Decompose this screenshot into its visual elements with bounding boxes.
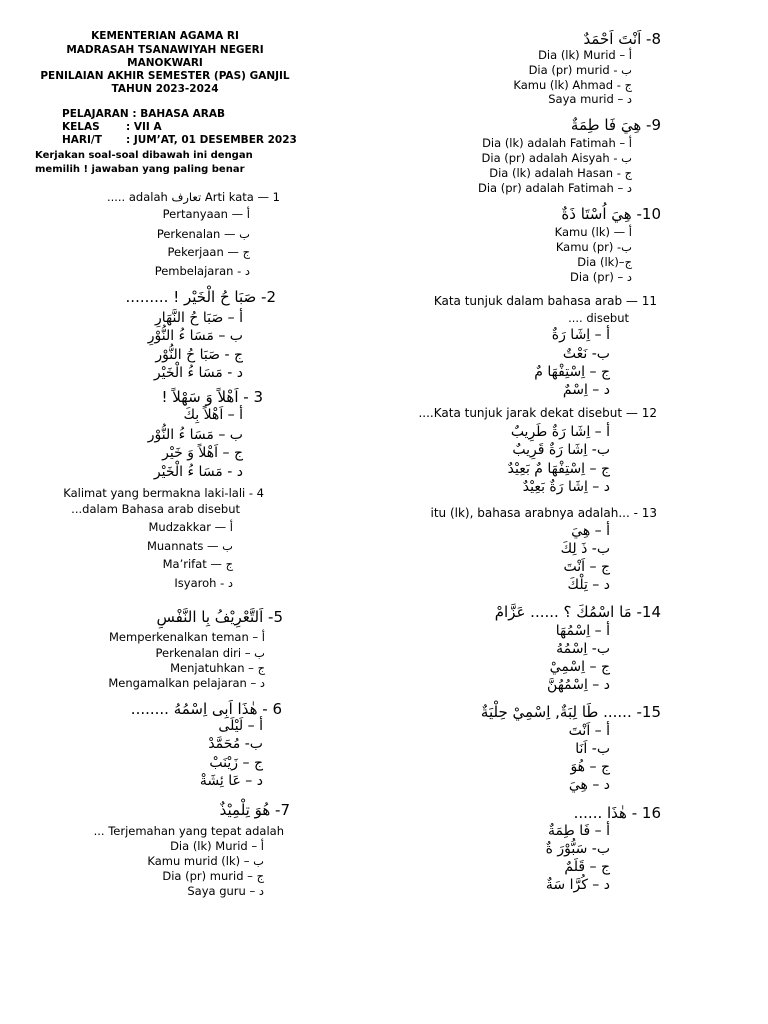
q10-option-d: Dia (pr) – د bbox=[570, 270, 632, 284]
q6-option-d: د – عَا ئِشَةْ bbox=[199, 773, 263, 789]
q11-option-d: د – اِسْمٌ bbox=[562, 382, 610, 398]
q5-option-a: Memperkenalkan teman – أ bbox=[109, 630, 265, 644]
q7-option-d: Saya guru – د bbox=[187, 884, 264, 898]
q11-option-c: ج – اِسْتِفْهَا مٌ bbox=[534, 364, 610, 380]
question-5-text: 5- اَلتَّعْرِيْفُ بِا النَّفْسِ bbox=[156, 608, 283, 626]
question-3-text: 3 - اَهْلاً وَ سَهْلاً ! bbox=[161, 388, 263, 406]
date-line bbox=[62, 134, 297, 146]
q14-option-c: ج – اِسْمِيْ bbox=[549, 659, 610, 675]
class-value: : VII A bbox=[126, 121, 162, 133]
question-10-text: 10- هِيَ اُسْتَا ذَةٌ bbox=[561, 205, 661, 223]
q11-option-a: أ – اِشَا رَةٌ bbox=[551, 327, 610, 343]
exam-title: PENILAIAN AKHIR SEMESTER (PAS) GANJIL bbox=[40, 70, 290, 82]
date-label: HARI/T bbox=[62, 134, 102, 146]
ministry-title: KEMENTERIAN AGAMA RI bbox=[91, 30, 239, 42]
question-4-text-2: ...dalam Bahasa arab disebut bbox=[71, 502, 240, 516]
school-name-line2: MANOKWARI bbox=[127, 57, 203, 69]
q10-option-b: Kamu (pr) -ب bbox=[555, 240, 632, 254]
q14-option-b: ب- اِسْمُهُ bbox=[556, 641, 610, 657]
q8-option-a: Dia (lk) Murid – أ bbox=[538, 48, 632, 62]
question-1 bbox=[107, 186, 280, 205]
q7-option-c: Dia (pr) murid – ج bbox=[162, 869, 264, 883]
q1-option-d: Pembelajaran - د bbox=[154, 264, 250, 278]
academic-year: TAHUN 2023-2024 bbox=[111, 83, 219, 95]
q3-option-b: ب – مَسَا ءُ النُّوْر bbox=[147, 427, 243, 443]
q9-option-c: Dia (lk) adalah Hasan - ج bbox=[489, 166, 632, 180]
q2-option-d: د - مَسَا ءُ الْخَيْر bbox=[153, 365, 243, 381]
question-13-text: itu (lk), bahasa arabnya adalah... - 13 bbox=[430, 506, 657, 520]
class-line bbox=[62, 121, 162, 133]
q4-option-d: Isyaroh - د bbox=[174, 576, 233, 590]
q2-option-b: ب – مَسَا ءُ النُّوْرِ bbox=[147, 328, 243, 344]
q10-option-a: Kamu (lk) — أ bbox=[554, 225, 632, 239]
q6-option-b: ب- مُحَمَّدْ bbox=[208, 736, 263, 752]
q13-option-a: أ – هِيَ bbox=[571, 523, 610, 539]
instruction-text: Kerjakan soal-soal dibawah ini dengan memilih ! jawaban yang paling benar bbox=[35, 150, 253, 175]
question-11-text-2: .... disebut bbox=[568, 311, 629, 325]
q15-option-d: د – هِيَ bbox=[568, 777, 610, 793]
q12-option-d: د – اِشَا رَةٌ بَعِيْدٌ bbox=[522, 479, 610, 495]
q12-option-a: أ – اِشَا رَةٌ طَرِيبٌ bbox=[510, 424, 610, 440]
q13-option-d: د – تِلْكَ bbox=[567, 577, 610, 593]
q13-option-c: ج – اَنْتَ bbox=[563, 559, 610, 575]
q6-option-c: ج – زَيْنَبْ bbox=[209, 755, 263, 771]
question-9-text: 9- هِيَ فَا طِمَةٌ bbox=[570, 116, 661, 134]
q8-option-c: Kamu (lk) Ahmad - ج bbox=[513, 78, 632, 92]
q9-option-a: Dia (lk) adalah Fatimah – أ bbox=[482, 136, 632, 150]
q7-option-b: Kamu murid (lk) – ب bbox=[147, 854, 264, 868]
question-4-text: Kalimat yang bermakna laki-lali - 4 bbox=[63, 486, 264, 500]
question-15-text: 15- ...... طَا لِبَةٌ, اِسْمِيْ حِلْيَةٌ bbox=[480, 703, 661, 721]
date-value: : JUM’AT, 01 DESEMBER 2023 bbox=[126, 134, 297, 146]
q11-option-b: ب- نَعْتٌ bbox=[562, 346, 610, 362]
q4-option-a: Mudzakkar — أ bbox=[148, 520, 233, 534]
q10-option-c: Dia (lk)–ج bbox=[577, 255, 632, 269]
q1-option-a: Pertanyaan — أ bbox=[162, 207, 250, 221]
q16-option-a: أ – فَا طِمَةٌ bbox=[548, 823, 610, 839]
question-1-text: ..... adalah تعارف Arti kata — 1 bbox=[106, 190, 280, 204]
q15-option-b: ب- اَنَا bbox=[575, 741, 610, 757]
question-16-text: 16 - هٰذَا ...... bbox=[573, 804, 661, 822]
question-7-text: 7- هُوَ تِلْمِيْذٌ bbox=[219, 801, 290, 819]
q12-option-c: ج – اِسْتِفْهَا مٌ بَعِيْدٌ bbox=[507, 461, 610, 477]
q1-option-b: Perkenalan — ب bbox=[156, 227, 250, 241]
q3-option-a: أ – اَهْلاً بِكَ bbox=[183, 407, 243, 423]
question-6-text: 6 - هٰذَا اَبِى اِسْمُهُ ........ bbox=[130, 700, 282, 718]
q12-option-b: ب- اِشَا رَةٌ قَرِيبٌ bbox=[512, 442, 610, 458]
q16-option-d: د – كُرَّا سَةٌ bbox=[545, 877, 610, 893]
q4-option-c: Ma’rifat — ج bbox=[162, 557, 233, 571]
q15-option-a: أ – اَنْتَ bbox=[568, 723, 610, 739]
q2-option-a: أ – صَبَا حُ النَّهَارِ bbox=[155, 310, 243, 326]
question-7-text-2: ... Terjemahan yang tepat adalah bbox=[93, 824, 284, 838]
school-name-line1: MADRASAH TSANAWIYAH NEGERI bbox=[66, 44, 264, 56]
question-14-text: 14- مَا اسْمُكَ ؟ ...... عَزَّامْ bbox=[494, 603, 661, 621]
q8-option-d: Saya murid – د bbox=[548, 92, 632, 106]
question-11-text: Kata tunjuk dalam bahasa arab — 11 bbox=[433, 294, 657, 308]
q5-option-d: Mengamalkan pelajaran – د bbox=[108, 676, 265, 690]
q14-option-a: أ – اِسْمُهَا bbox=[555, 623, 610, 639]
q5-option-b: Perkenalan diri – ب bbox=[155, 646, 265, 660]
q7-option-a: Dia (lk) Murid – أ bbox=[170, 839, 264, 853]
question-12-text: ....Kata tunjuk jarak dekat disebut — 12 bbox=[418, 406, 657, 420]
q3-option-c: ج – اَهْلاً وَ خَيْر bbox=[162, 445, 243, 461]
class-label: KELAS bbox=[62, 121, 100, 133]
q6-option-a: أ – لَيْلَى bbox=[218, 718, 263, 734]
q13-option-b: ب- ذَ لِكَ bbox=[560, 541, 610, 557]
q14-option-d: د – اِسْمُهُنَّ bbox=[547, 677, 610, 693]
q15-option-c: ج – هُوَ bbox=[570, 759, 610, 775]
q8-option-b: Dia (pr) murid - ب bbox=[528, 63, 632, 77]
q5-option-c: Menjatuhkan – ج bbox=[170, 661, 265, 675]
q3-option-d: د - مَسَا ءُ الْخَيْر bbox=[153, 464, 243, 480]
question-2-text: 2- صَبَا حُ الْخَيْر ! ......... bbox=[125, 288, 276, 306]
q16-option-c: ج – قَلَمٌ bbox=[564, 859, 610, 875]
q9-option-d: Dia (pr) adalah Fatimah – د bbox=[477, 181, 632, 195]
subject-line: PELAJARAN : BAHASA ARAB bbox=[62, 108, 225, 120]
q16-option-b: ب- سَبُّوْرَ ةٌ bbox=[545, 841, 610, 857]
q2-option-c: ج - صَبَا حُ النُّوْر bbox=[155, 347, 243, 363]
q9-option-b: Dia (pr) adalah Aisyah - ب bbox=[481, 151, 632, 165]
q1-option-c: Pekerjaan — ج bbox=[167, 245, 250, 259]
q4-option-b: Muannats — ب bbox=[146, 539, 233, 553]
question-8-text: 8- اَنْتَ اَحْمَدٌ bbox=[583, 30, 661, 48]
